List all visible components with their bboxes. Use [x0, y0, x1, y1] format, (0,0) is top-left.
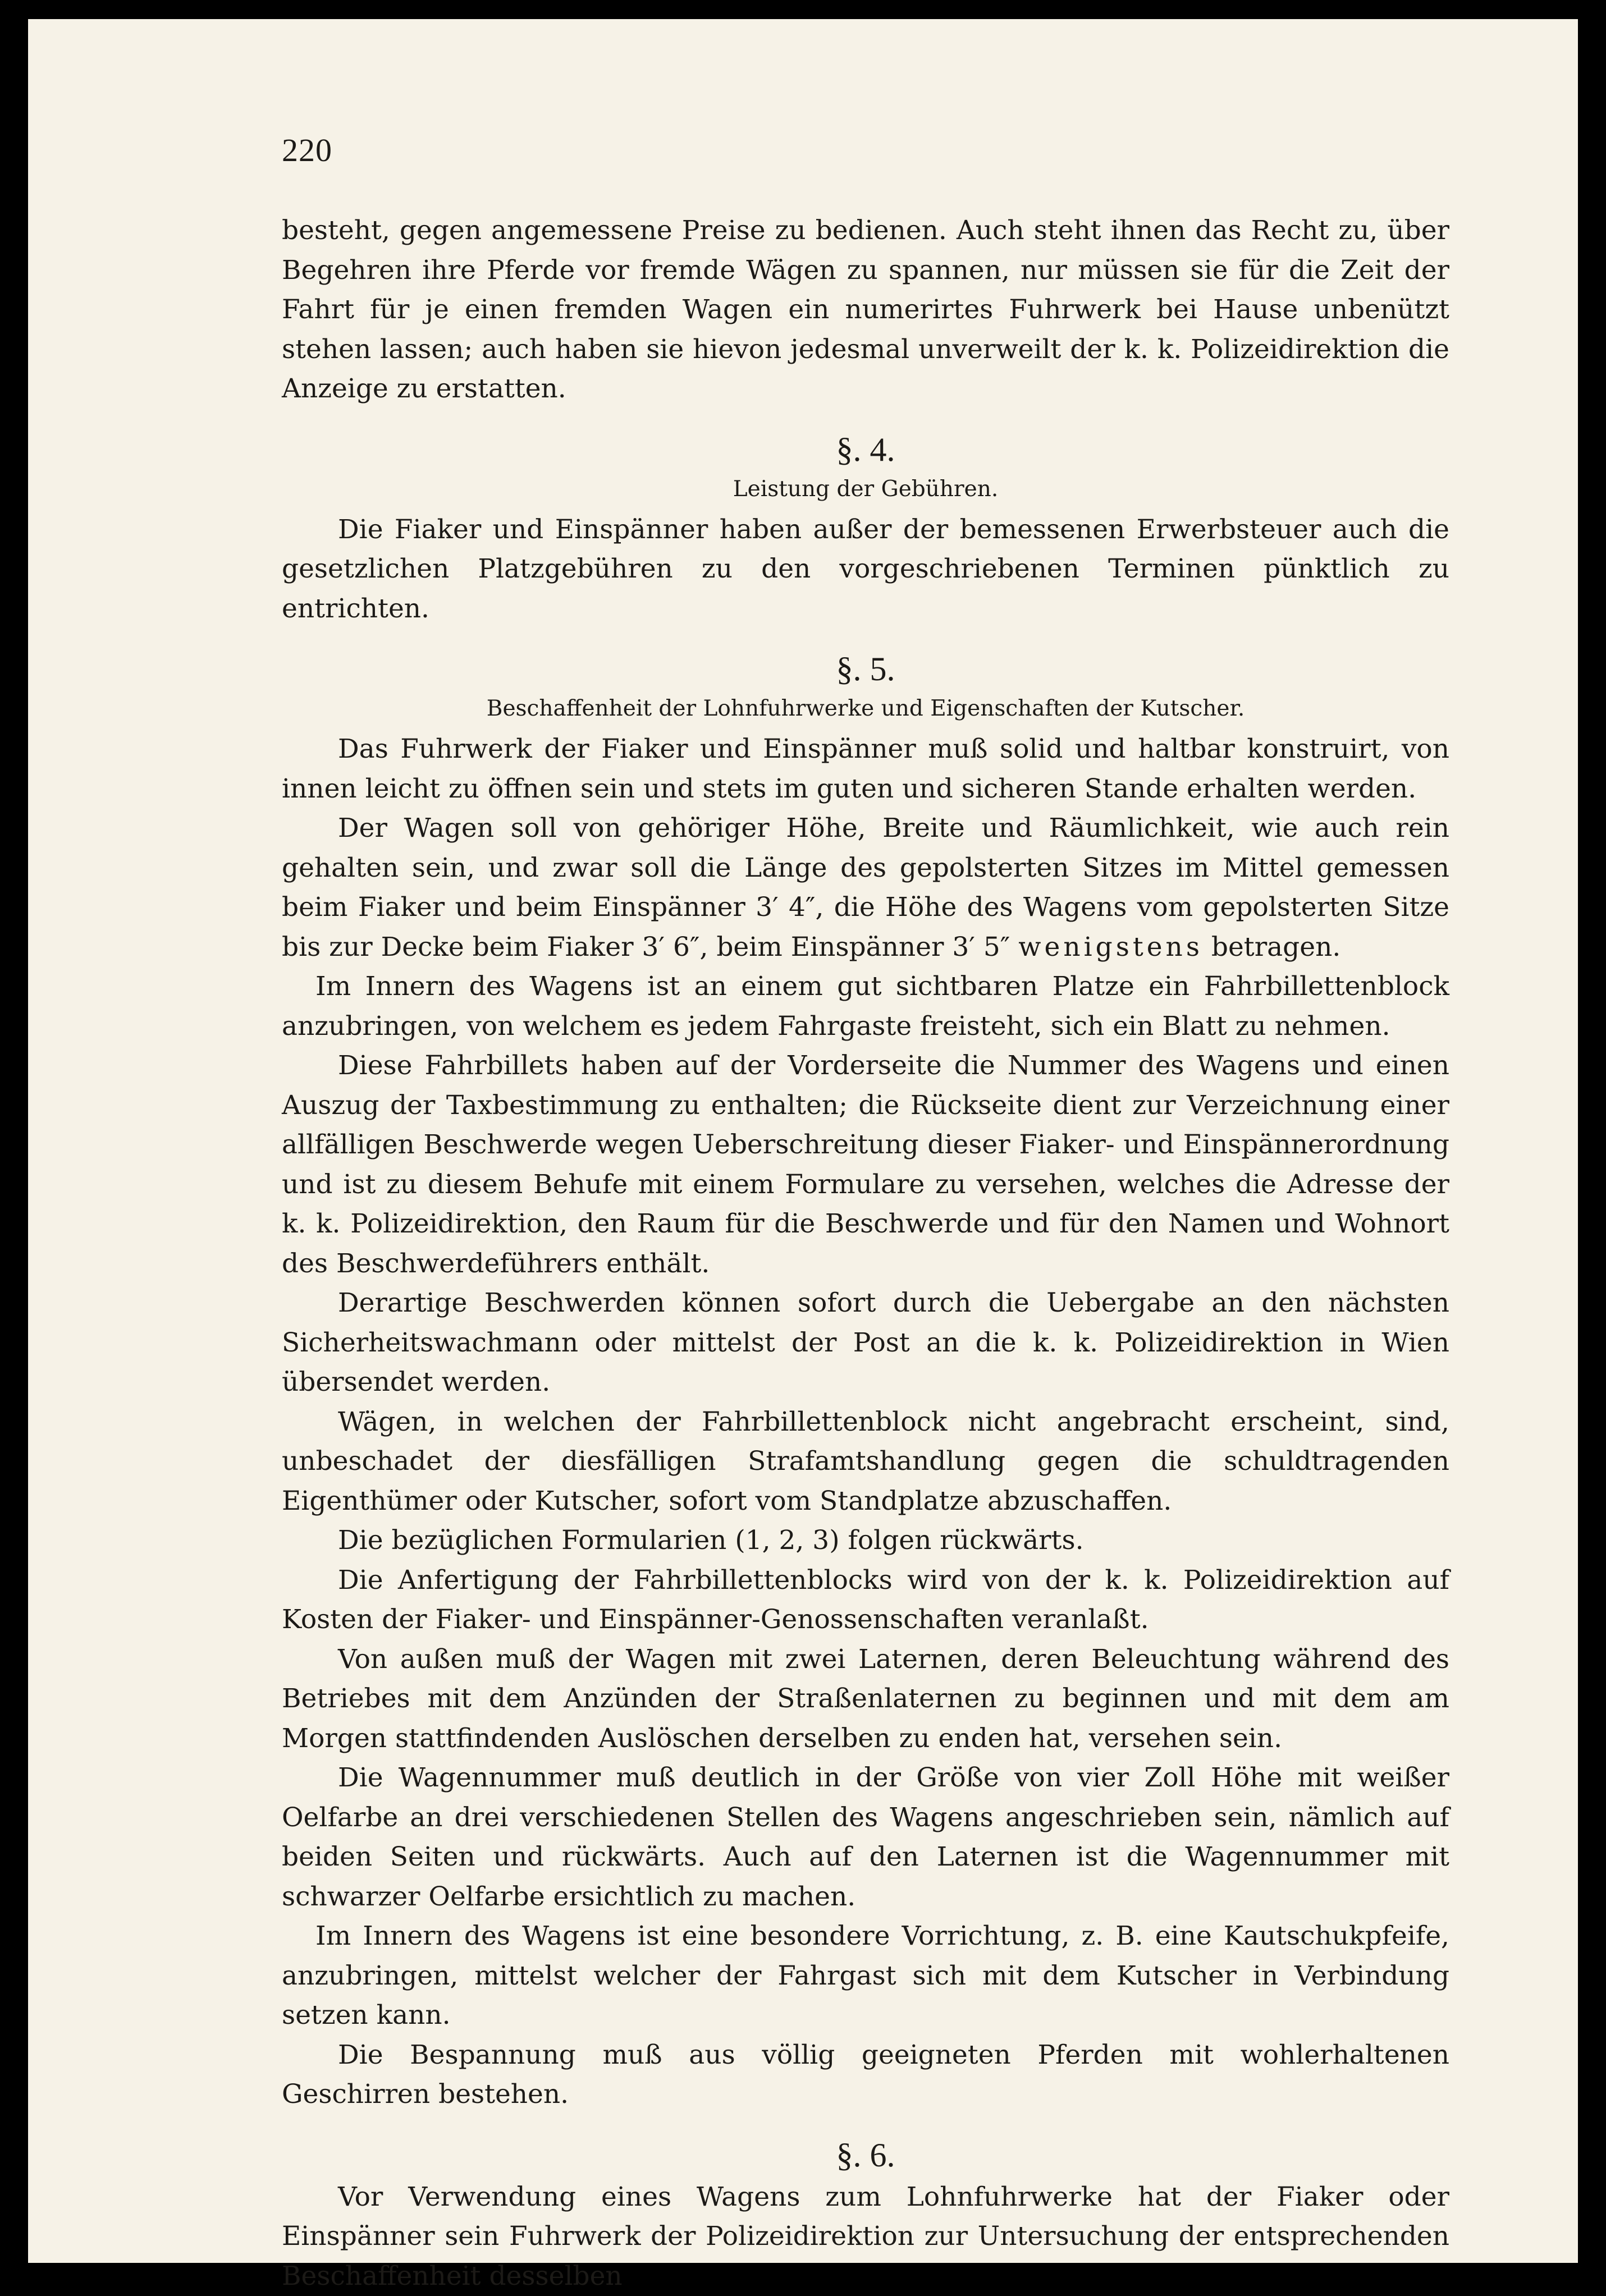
document-page [28, 19, 1578, 2263]
page-number: 220 [282, 131, 332, 169]
paragraph-2-text-b: betragen. [1211, 932, 1340, 963]
intro-paragraph: besteht, gegen angemessene Preise zu bedienen. Auch steht ihnen das Recht zu, über Begehren ihre Pferde vor fremde Wägen zu spannen, nur müssen sie für die Zeit der Fahrt für je einen fremden Wagen ein numerirtes Fuhrwerk bei Hause unbenützt stehen lassen; auch haben sie hievon jedesmal unverweilt der k. k. Polizeidirektion die Anzeige zu erstatten. [282, 211, 1449, 409]
section-6-heading: §. 6. [282, 2133, 1449, 2178]
section-4-paragraph: Die Fiaker und Einspänner haben außer der bemessenen Erwerbsteuer auch die gesetzlichen Platzgebühren zu den vorgeschriebenen Terminen pünktlich zu entrichten. [282, 510, 1449, 629]
section-5-paragraph-11: Im Innern des Wagens ist eine besondere Vorrichtung, z. B. eine Kautschukpfeife, anzubringen, mittelst welcher der Fahrgast sich mit dem Kutscher in Verbindung setzen kann. [282, 1917, 1449, 2036]
section-5-subtitle: Beschaffenheit der Lohnfuhrwerke und Eigenschaften der Kutscher. [282, 691, 1449, 726]
section-5-paragraph-3: Im Innern des Wagens ist an einem gut sichtbaren Platze ein Fahrbillettenblock anzubringen, von welchem es jedem Fahrgaste freisteht, sich ein Blatt zu nehmen. [282, 967, 1449, 1046]
section-5-paragraph-6: Wägen, in welchen der Fahrbillettenblock nicht angebracht erscheint, sind, unbeschadet der diesfälligen Strafamtshandlung gegen die schuldtragenden Eigenthümer oder Kutscher, sofort vom Standplatze abzuschaffen. [282, 1403, 1449, 1521]
section-5-paragraph-10: Die Wagennummer muß deutlich in der Größe von vier Zoll Höhe mit weißer Oelfarbe an drei verschiedenen Stellen des Wagens angeschrieben sein, nämlich auf beiden Seiten und rückwärts. Auch auf den Laternen ist die Wagennummer mit schwarzer Oelfarbe ersichtlich zu machen. [282, 1758, 1449, 1917]
page-content [282, 211, 1449, 2296]
paragraph-2-emphasis: wenigstens [1018, 932, 1203, 963]
section-5-paragraph-5: Derartige Beschwerden können sofort durch die Uebergabe an den nächsten Sicherheitswachmann oder mittelst der Post an die k. k. Polizeidirektion in Wien übersendet werden. [282, 1284, 1449, 1403]
section-5-paragraph-8: Die Anfertigung der Fahrbillettenblocks wird von der k. k. Polizeidirektion auf Kosten der Fiaker- und Einspänner-Genossenschaften veranlaßt. [282, 1561, 1449, 1640]
section-4-subtitle: Leistung der Gebühren. [282, 472, 1449, 507]
section-5-paragraph-1: Das Fuhrwerk der Fiaker und Einspänner muß solid und haltbar konstruirt, von innen leicht zu öffnen sein und stets im guten und sicheren Stande erhalten werden. [282, 730, 1449, 809]
section-5-paragraph-9: Von außen muß der Wagen mit zwei Laternen, deren Beleuchtung während des Betriebes mit dem Anzünden der Straßenlaternen zu beginnen und mit dem am Morgen stattfindenden Auslöschen derselben zu enden hat, versehen sein. [282, 1640, 1449, 1759]
section-5-paragraph-7: Die bezüglichen Formularien (1, 2, 3) folgen rückwärts. [282, 1521, 1449, 1561]
section-5-paragraph-2 [282, 809, 1449, 967]
section-5-paragraph-4: Diese Fahrbillets haben auf der Vorderseite die Nummer des Wagens und einen Auszug der Taxbestimmung zu enthalten; die Rückseite dient zur Verzeichnung einer allfälligen Beschwerde wegen Ueberschreitung dieser Fiaker- und Einspännerordnung und ist zu diesem Behufe mit einem Formulare zu versehen, welches die Adresse der k. k. Polizeidirektion, den Raum für die Beschwerde und für den Namen und Wohnort des Beschwerdeführers enthält. [282, 1046, 1449, 1284]
section-5-heading: §. 5. [282, 647, 1449, 691]
paragraph-2-text-a: Der Wagen soll von gehöriger Höhe, Breite und Räumlichkeit, wie auch rein gehalten sein, und zwar soll die Länge des gepolsterten Sitzes im Mittel gemessen beim Fiaker und beim Einspänner 3′ 4″, die Höhe des Wagens vom gepolsterten Sitze bis zur Decke beim Fiaker 3′ 6″, beim Einspänner 3′ 5″ [282, 813, 1449, 963]
section-5-paragraph-12: Die Bespannung muß aus völlig geeigneten Pferden mit wohlerhaltenen Geschirren bestehen. [282, 2036, 1449, 2115]
section-4-heading: §. 4. [282, 427, 1449, 472]
section-6-paragraph: Vor Verwendung eines Wagens zum Lohnfuhrwerke hat der Fiaker oder Einspänner sein Fuhrwerk der Polizeidirektion zur Untersuchung der entsprechenden Beschaffenheit desselben [282, 2178, 1449, 2296]
